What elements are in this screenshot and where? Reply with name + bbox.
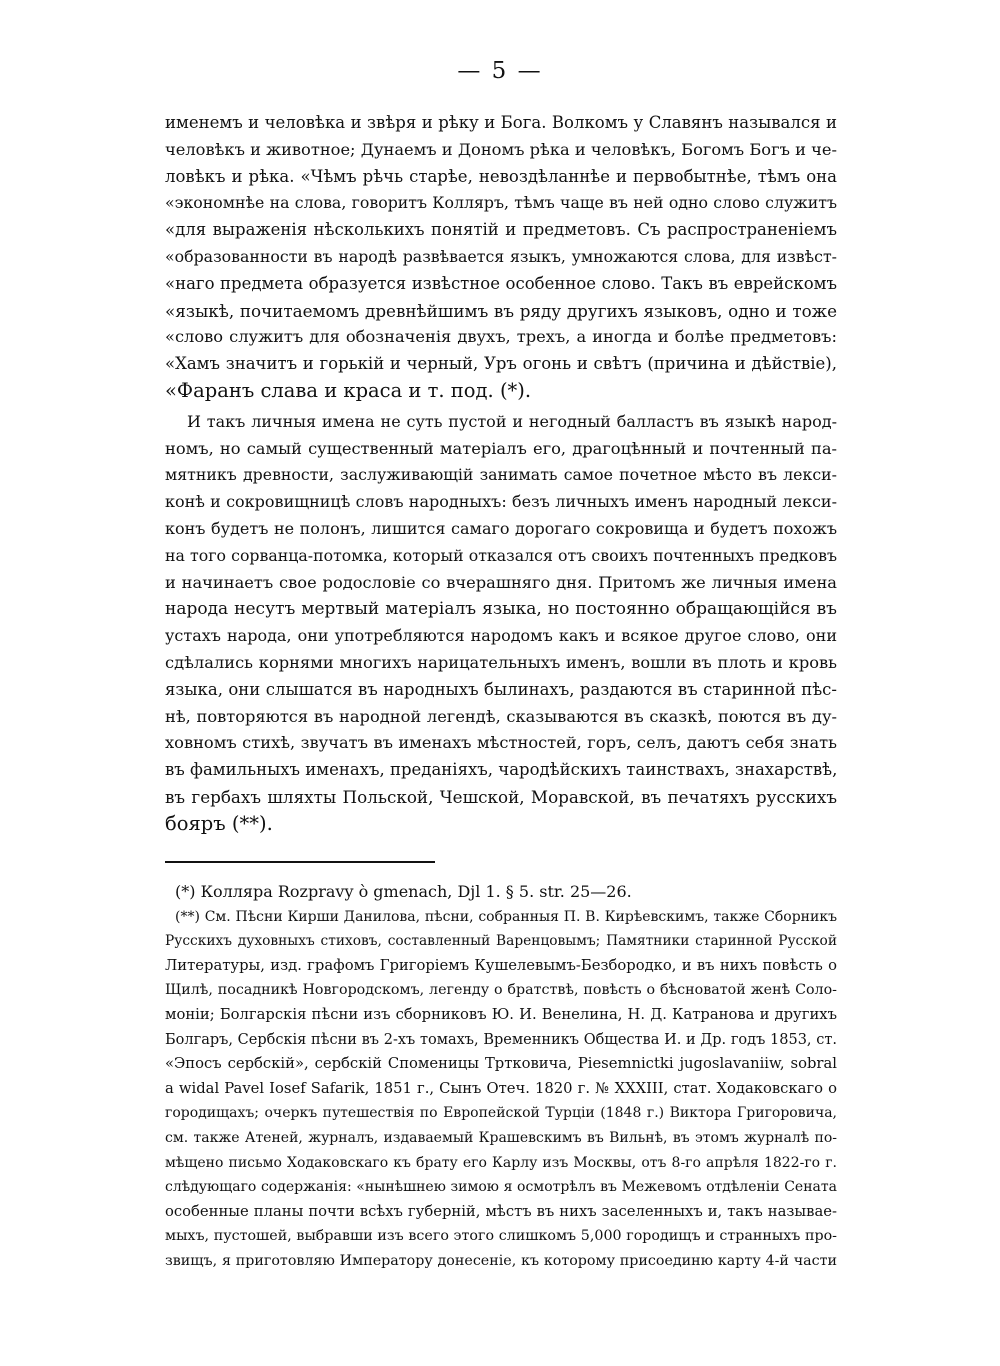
footnote-1 [165,880,837,905]
text-line: «Хамъ значитъ и горькій и черный, Уръ огонь и свѣтъ (причина и дѣйствіе), [165,354,837,374]
text-line: сдѣлались корнями многихъ нарицательныхъ именъ, вошли въ плоть и кровь [165,652,837,672]
footnote-line: городищахъ; очеркъ путешествія по Европейской Турціи (1848 г.) Виктора Григоровича, [165,1105,837,1122]
paragraph-2 [165,409,837,838]
footnote-line: мѣщено письмо Ходаковскаго къ брату его Карлу изъ Москвы, отъ 8-го апрѣля 1822-го г. [165,1154,837,1171]
paragraph-1 [165,110,837,405]
text-line: ловѣкъ и рѣка. «Чѣмъ рѣчь старѣе, невоздѣланнѣе и первобытнѣе, тѣмъ она [165,166,837,186]
text-line: въ гербахъ шляхты Польской, Чешской, Моравской, въ печатяхъ русскихъ [165,786,837,807]
footnote-2 [165,905,837,1274]
text-line: въ фамильныхъ именахъ, преданіяхъ, чародѣйскихъ таинствахъ, знахарствѣ, [165,760,838,780]
text-line: конѣ и сокровищницѣ словъ народныхъ: безъ личныхъ именъ народный лекси- [165,492,837,512]
footnote-line: особенные планы почти всѣхъ губерній, мѣстъ въ нихъ заселенныхъ и, такъ называе- [165,1202,837,1220]
text-line: именемъ и человѣка и звѣря и рѣку и Бога. Волкомъ у Славянъ назывался и [165,113,837,132]
text-line: нѣ, повторяются въ народной легендѣ, сказываются въ сказкѣ, поются въ ду- [165,706,837,726]
footnote-line: a widal Pavel Iosef Safarik, 1851 г., Сынъ Отеч. 1820 г. № XXXIII, стат. Ходаковскаго о [165,1079,837,1097]
text-line: на того сорванца-потомка, который отказался отъ своихъ почтенныхъ предковъ [165,545,837,565]
text-line: ховномъ стихѣ, звучатъ въ именахъ мѣстностей, горъ, селъ, даютъ себя знать [165,733,837,753]
text-line: номъ, но самый существенный матеріалъ его, драгоцѣнный и почтенный па- [165,438,837,458]
text-line: человѣкъ и животное; Дунаемъ и Дономъ рѣка и человѣкъ, Богомъ Богъ и че- [165,139,837,159]
page-number: — 5 — [457,58,543,84]
footnote-line: мыхъ, пустошей, выбравши изъ всего этого слишкомъ 5,000 городищъ и странныхъ про- [165,1228,837,1245]
footnote-line: моніи; Болгарскія пѣсни изъ сборниковъ Ю. И. Венелина, Н. Д. Катранова и другихъ [165,1005,837,1023]
footnote-line: (**) См. Пѣсни Кирши Данилова, пѣсни, собранныя П. В. Кирѣевскимъ, также Сборникъ [175,908,837,925]
footnote-line: «Эпосъ сербскій», сербскій Споменицы Тртковича, Piesemnictki jugoslavaniiw, sobral [165,1055,837,1073]
footnote-line: Литературы, изд. графомъ Григоріемъ Кушелевымъ-Безбородко, и въ нихъ повѣсть о [165,956,837,974]
footnote-line: Русскихъ духовныхъ стиховъ, составленный Варенцовымъ; Памятники старинной Русской [165,933,837,950]
text-line: «для выраженія нѣсколькихъ понятій и предметовъ. Съ распространеніемъ [165,220,837,240]
footnotes [165,880,837,1274]
text-line: «Фаранъ слава и краса и т. под. (*). [165,378,532,402]
footnote-line: Щилѣ, посадникѣ Новгородскомъ, легенду о братствѣ, повѣсть о бѣсноватой женѣ Соло- [165,982,837,999]
text-line: И такъ личныя имена не суть пустой и негодный балластъ въ языкѣ народ- [187,411,837,431]
footnote-line: слѣдующаго содержанія: «нынѣшнею зимою я осмотрѣлъ въ Межевомъ отдѣленіи Сената [165,1179,837,1196]
footnote-line: Болгаръ, Сербскія пѣсни въ 2-хъ томахъ, Временникъ Общества И. и Др. годъ 1853, ст. [165,1031,837,1048]
text-line: мятникъ древности, заслуживающій занимать самое почетное мѣсто въ лекси- [165,465,837,485]
text-line: бояръ (**). [165,811,273,835]
text-line: и начинаетъ свое родословіе со вчерашняго дня. Притомъ же личныя имена [165,572,837,592]
text-line: «языкѣ, почитаемомъ древнѣйшимъ въ ряду другихъ языковъ, одно и тоже [165,300,837,321]
text-line: народа несутъ мертвый матеріалъ языка, но постоянно обращающійся въ [165,599,837,620]
main-text [165,110,837,838]
footnote-line: звищъ, я приготовляю Императору донесеніе, къ которому присоединю карту 4-й части [165,1252,837,1269]
text-line: языка, они слышатся въ народныхъ былинахъ, раздаются въ старинной пѣс- [165,679,837,699]
footnote-line: (*) Колляра Rozpravy ò gmenach, Djl 1. § 5. str. 25—26. [175,882,632,901]
text-line: устахъ народа, они употребляются народомъ какъ и всякое другое слово, они [165,626,837,646]
text-line: «экономнѣе на слова, говоритъ Колляръ, тѣмъ чаще въ ней одно слово служитъ [165,193,837,213]
text-line: конъ будетъ не полонъ, лишится самаго дорогаго сокровища и будетъ похожъ [165,518,837,538]
text-line: «образованности въ народѣ развѣвается языкъ, умножаются слова, для извѣст- [165,246,837,266]
text-line: «слово служитъ для обозначенія двухъ, трехъ, а иногда и болѣе предметовъ: [165,327,837,347]
footnote-line: см. также Атеней, журналъ, издаваемый Крашевскимъ въ Вильнѣ, въ этомъ журналѣ по- [165,1129,837,1146]
text-line: «наго предмета образуется извѣстное особенное слово. Такъ въ еврейскомъ [165,273,837,293]
footnote-divider [165,861,435,863]
